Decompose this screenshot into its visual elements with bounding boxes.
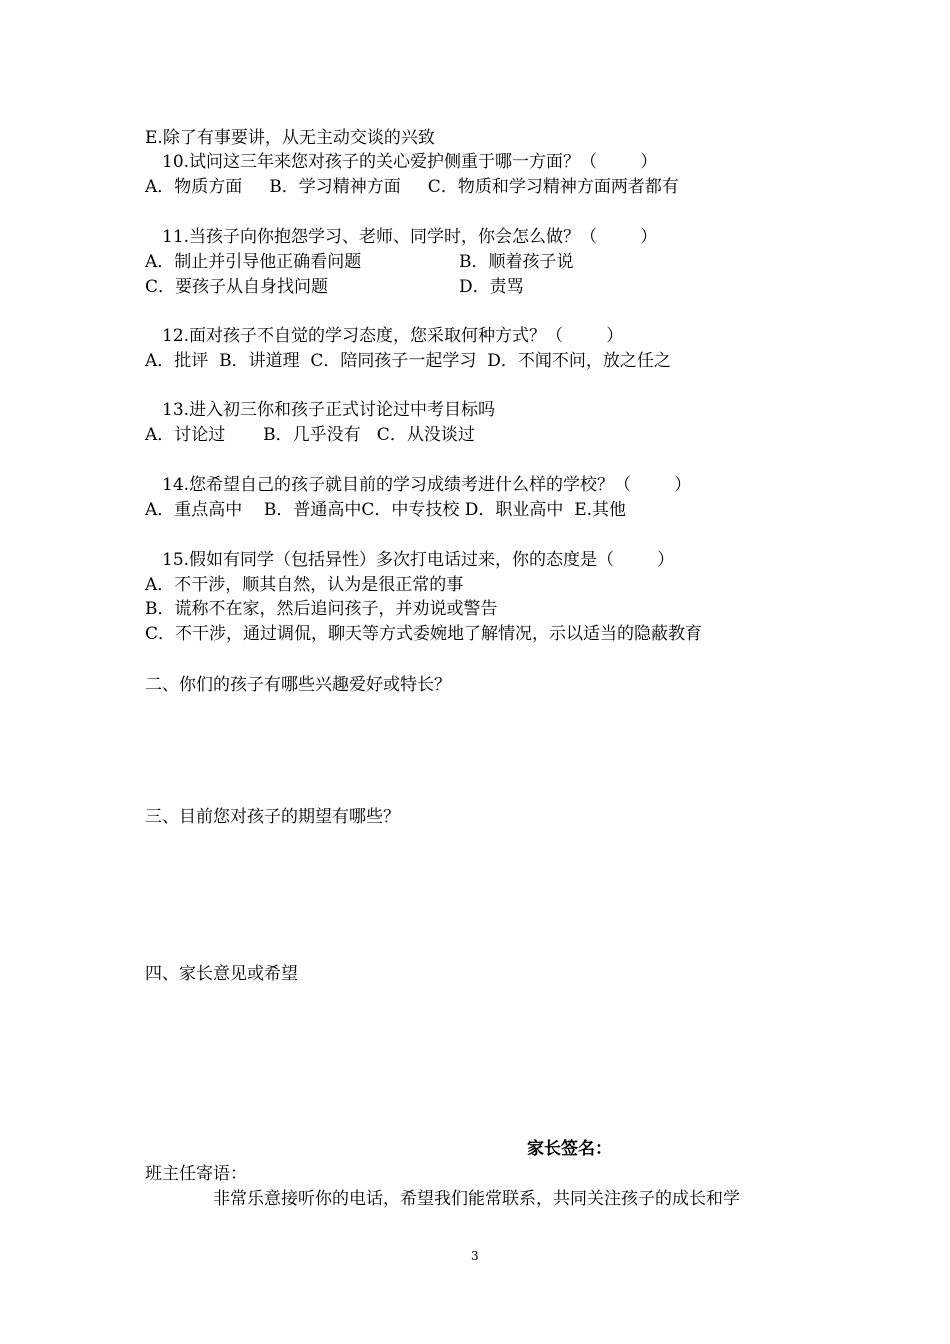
options-q13: A．讨论过 B．几乎没有 C．从没谈过 <box>145 425 475 445</box>
question-11: 11.当孩子向你抱怨学习、老师、同学时，你会怎么做？（ ） <box>162 227 658 247</box>
option-b-q11: B．顺着孩子说 <box>459 252 574 272</box>
options-q12: A．批评 B．讲道理 C．陪同孩子一起学习 D．不闻不问，放之任之 <box>145 351 671 371</box>
section-4-heading: 四、家长意见或希望 <box>145 964 298 984</box>
question-15: 15.假如有同学（包括异性）多次打电话过来，你的态度是（ ） <box>162 550 675 570</box>
section-3-heading: 三、目前您对孩子的期望有哪些？ <box>145 807 400 827</box>
section-2-heading: 二、你们的孩子有哪些兴趣爱好或特长？ <box>145 675 451 695</box>
option-d-q11: D．责骂 <box>459 277 524 297</box>
option-b-q15: B．谎称不在家，然后追问孩子，并劝说或警告 <box>145 599 498 619</box>
question-12: 12.面对孩子不自觉的学习态度，您采取何种方式？（ ） <box>162 326 624 346</box>
options-q14: A．重点高中 B．普通高中C．中专技校 D．职业高中 E.其他 <box>145 500 627 520</box>
option-a-q15: A．不干涉，顺其自然，认为是很正常的事 <box>145 575 464 595</box>
option-a-q11: A．制止并引导他正确看问题 <box>145 252 362 272</box>
option-c-q15: C．不干涉，通过调侃，聊天等方式委婉地了解情况，示以适当的隐蔽教育 <box>145 624 703 644</box>
options-q10: A．物质方面 B．学习精神方面 C．物质和学习精神方面两者都有 <box>145 177 679 197</box>
teacher-message-label: 班主任寄语： <box>145 1164 247 1184</box>
question-13: 13.进入初三你和孩子正式讨论过中考目标吗 <box>162 400 496 420</box>
parent-signature-label: 家长签名： <box>527 1139 612 1159</box>
question-10: 10.试问这三年来您对孩子的关心爱护侧重于哪一方面？（ ） <box>162 152 658 172</box>
page-number: 3 <box>471 1249 479 1263</box>
option-e-q9: E.除了有事要讲，从无主动交谈的兴致 <box>145 128 435 148</box>
question-14: 14.您希望自己的孩子就目前的学习成绩考进什么样的学校？（ ） <box>162 475 692 495</box>
teacher-message-text: 非常乐意接听你的电话，希望我们能常联系，共同关注孩子的成长和学 <box>213 1189 740 1209</box>
option-c-q11: C．要孩子从自身找问题 <box>145 277 329 297</box>
